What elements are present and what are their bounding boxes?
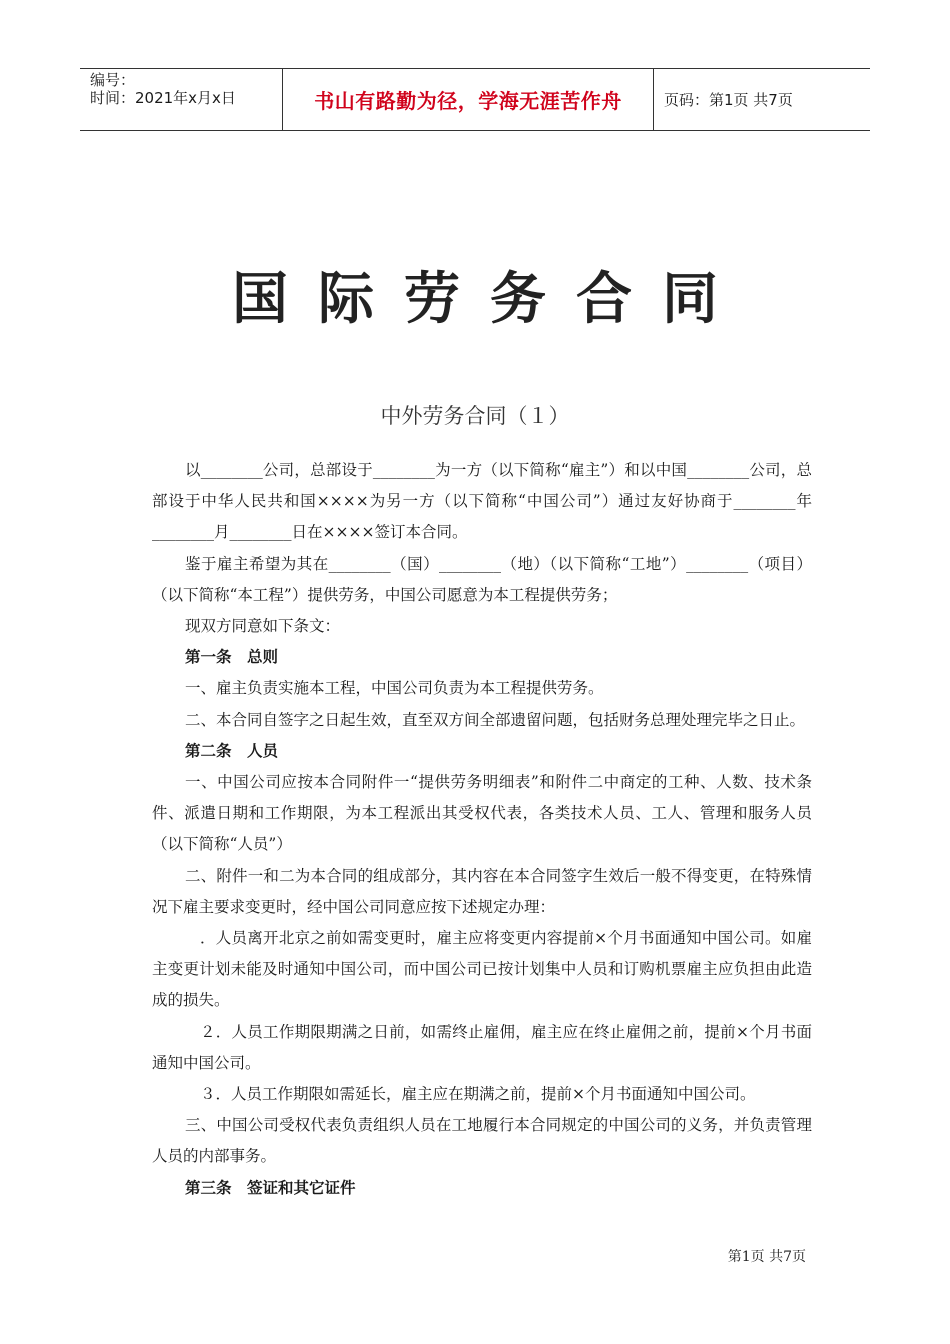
article-2-item-2: ２．人员工作期限期满之日前，如需终止雇佣，雇主应在终止雇佣之前，提前×个月书面通知中国公司。 [152,1022,812,1072]
paragraph-agreement: 现双方同意如下条文： [185,617,341,636]
document-subtitle: 中外劳务合同（１） [380,404,570,428]
header-page-info: 页码：第1页 共7页 [664,91,793,109]
paragraph-intro: 以________公司，总部设于________为一方（以下简称“雇主”）和以中国________公司，总部设于中华人民共和国××××为另一方（以下简称“中国公司”）通过友好协商于________年________月________日在××××签订本合同。 [152,461,812,542]
header-table [80,68,870,131]
header-motto: 书山有路勤为径，学海无涯苦作舟 [282,69,654,130]
page-footer: 第1页 共7页 [727,1249,806,1265]
article-2-clause-1: 一、中国公司应按本合同附件一“提供劳务明细表”和附件二中商定的工种、人数、技术条件、派遣日期和工作期限，为本工程派出其受权代表，各类技术人员、工人、管理和服务人员（以下简称“人员”） [152,773,812,854]
article-3-heading: 第三条 签证和其它证件 [185,1178,356,1197]
article-1-clause-1: 一、雇主负责实施本工程，中国公司负责为本工程提供劳务。 [185,679,604,698]
header-meta [80,69,282,130]
article-2-item-1: ．人员离开北京之前如需变更时，雇主应将变更内容提前×个月书面通知中国公司。如雇主变更计划未能及时通知中国公司，而中国公司已按计划集中人员和订购机票雇主应负担由此造成的损失。 [152,929,812,1010]
article-2-clause-3: 三、中国公司受权代表负责组织人员在工地履行本合同规定的中国公司的义务，并负责管理人员的内部事务。 [152,1116,812,1166]
article-1-clause-2: 二、本合同自签字之日起生效，直至双方间全部遗留问题，包括财务总理处理完毕之日止。 [185,710,806,729]
article-2-heading: 第二条 人员 [185,741,279,760]
document-title: 国际劳务合同 [232,266,748,332]
article-2-clause-2: 二、附件一和二为本合同的组成部分，其内容在本合同签字生效后一般不得变更，在特殊情况下雇主要求变更时，经中国公司同意应按下述规定办理： [152,866,812,916]
document-body [152,455,812,1204]
document-number: 编号： [90,71,136,89]
article-1-heading: 第一条 总则 [185,648,279,667]
document-date: 时间：2021年x月x日 [90,89,236,107]
paragraph-recital: 鉴于雇主希望为其在________（国）________（地）（以下简称“工地”）________（项目）（以下简称“本工程”）提供劳务，中国公司愿意为本工程提供劳务； [152,554,812,604]
article-2-item-3: ３．人员工作期限如需延长，雇主应在期满之前，提前×个月书面通知中国公司。 [200,1085,756,1104]
